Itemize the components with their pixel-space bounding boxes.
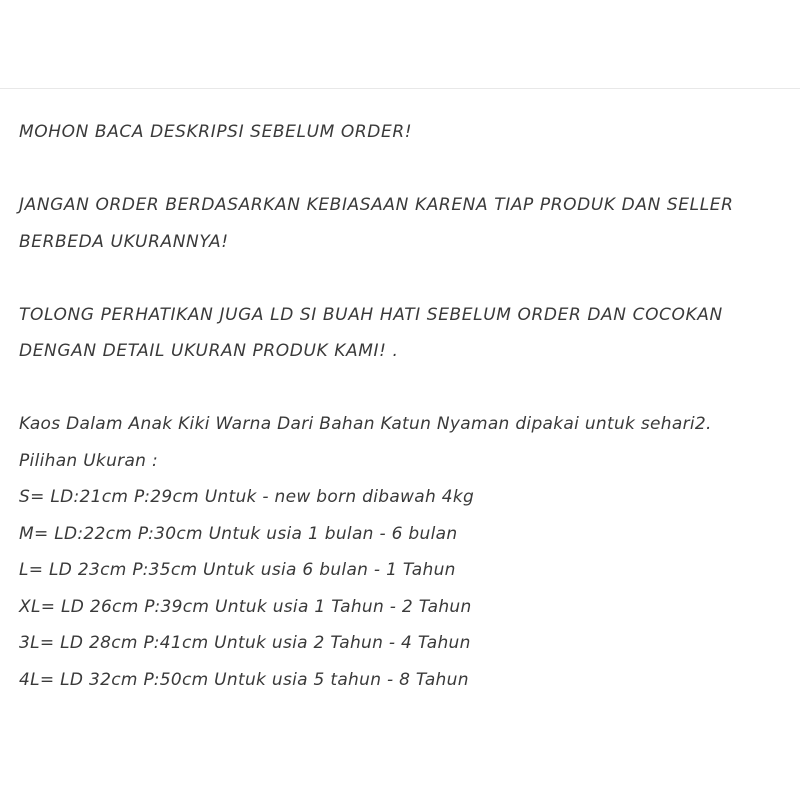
size-row-s: S= LD:21cm P:29cm Untuk - new born dibawah 4kg — [19, 487, 475, 507]
notice-check-ld-line-1: TOLONG PERHATIKAN JUGA LD SI BUAH HATI SEBELUM ORDER DAN COCOKAN — [19, 304, 723, 325]
spacer — [19, 370, 789, 407]
sizes-heading: Pilihan Ukuran : — [19, 450, 158, 471]
size-row-l: L= LD 23cm P:35cm Untuk usia 6 bulan - 1 Tahun — [19, 560, 456, 580]
size-row-3l: 3L= LD 28cm P:41cm Untuk usia 2 Tahun - 4 Tahun — [19, 633, 471, 653]
notice-read-description: MOHON BACA DESKRIPSI SEBELUM ORDER! — [19, 122, 413, 142]
size-row-xl: XL= LD 26cm P:39cm Untuk usia 1 Tahun - 2 Tahun — [19, 596, 472, 617]
notice-size-warning-line-2: BERBEDA UKURANNYA! — [19, 231, 229, 252]
spacer — [19, 260, 789, 297]
product-intro: Kaos Dalam Anak Kiki Warna Dari Bahan Katun Nyaman dipakai untuk sehari2. — [19, 414, 712, 434]
spacer — [19, 151, 789, 188]
product-description — [19, 114, 789, 698]
notice-size-warning-line-1: JANGAN ORDER BERDASARKAN KEBIASAAN KARENA TIAP PRODUK DAN SELLER — [19, 195, 734, 215]
notice-check-ld-line-2: DENGAN DETAIL UKURAN PRODUK KAMI! . — [19, 341, 399, 361]
size-row-4l: 4L= LD 32cm P:50cm Untuk usia 5 tahun - 8 Tahun — [19, 669, 469, 690]
size-row-m: M= LD:22cm P:30cm Untuk usia 1 bulan - 6 bulan — [19, 523, 458, 544]
top-divider — [0, 88, 800, 89]
